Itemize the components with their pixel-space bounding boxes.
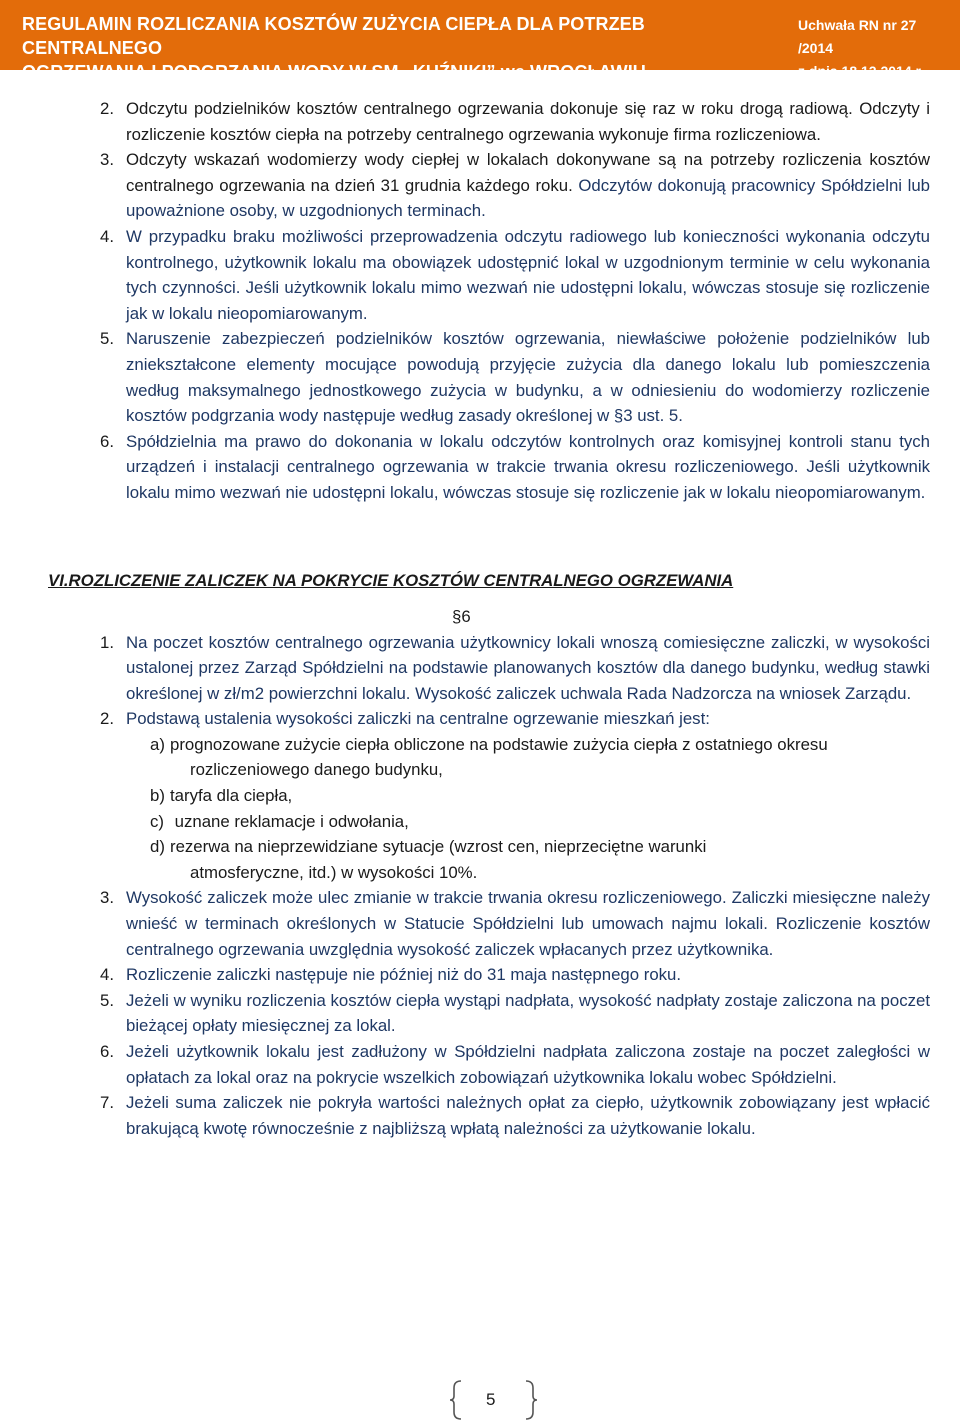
header-title xyxy=(22,12,762,84)
item-text: Podstawą ustalenia wysokości zaliczki na centralne ogrzewanie mieszkań jest: xyxy=(126,709,710,729)
list-item xyxy=(100,1090,930,1141)
item-number: 3. xyxy=(100,150,114,170)
item-number: 2. xyxy=(100,99,114,118)
sub-item-text: taryfa dla ciepła, xyxy=(170,786,293,806)
header-title-line1: REGULAMIN ROZLICZANIA KOSZTÓW ZUŻYCIA CIEPŁA DLA POTRZEB CENTRALNEGO xyxy=(22,14,645,58)
list-item xyxy=(100,988,930,1039)
item-number: 5. xyxy=(100,990,114,1010)
sub-list-item xyxy=(100,809,930,835)
item-number: 3. xyxy=(100,888,114,908)
item-text: Naruszenie zabezpieczeń podzielników kosztów ogrzewania, niewłaściwe położenie podzielników lub zniekształcone elementy mocujące powodują przyjęcie zużycia dla danego lokalu lub pomieszczenia według maksymalnego jednostkowego zużycia w budynku, a w odniesieniu do wodomierzy rozliczenie kosztów podgrzania wody następuje według zasady określonej w §3 ust. 5. xyxy=(126,329,930,426)
item-number: 5. xyxy=(100,329,114,349)
item-text-continued: Odczytów dokonują pracownicy Spółdzielni lub upoważnione osoby, w uzgodnionych terminach. xyxy=(126,175,930,221)
header-title-line2: OGRZEWANIA I PODGRZANIA WODY W SM „KUŹNIKI” we WROCŁAWIU xyxy=(22,62,646,82)
list-item xyxy=(100,429,930,506)
item-number: 7. xyxy=(100,1093,114,1113)
sub-item-text-continued: rozliczeniowego danego budynku, xyxy=(190,760,443,780)
list-item xyxy=(100,147,930,224)
list-item xyxy=(100,962,930,988)
header-resolution xyxy=(798,14,948,83)
item-text: Jeżeli w wyniku rozliczenia kosztów ciepła wystąpi nadpłata, wysokość nadpłaty zostaje zaliczona na poczet bieżącej opłaty miesięcznej za lokal. xyxy=(126,990,930,1036)
sub-item-text: rezerwa na nieprzewidziane sytuacje (wzrost cen, nieprzeciętne warunki xyxy=(170,837,707,857)
sub-list-item xyxy=(100,783,930,809)
sub-item-letter: b) xyxy=(150,786,165,806)
item-number: 6. xyxy=(100,431,114,451)
item-number: 2. xyxy=(100,709,114,729)
sub-item-text: prognozowane zużycie ciepła obliczone na podstawie zużycia ciepła z ostatniego okresu xyxy=(170,734,828,754)
item-text: Jeżeli suma zaliczek nie pokryła wartości należnych opłat za ciepło, użytkownik zobowiązany jest wpłacić brakującą kwotę równocześnie z najbliższą wpłatą należności za użytkowanie lokalu. xyxy=(126,1093,930,1138)
sub-list-item xyxy=(100,834,930,885)
left-brace-icon xyxy=(449,1380,463,1420)
sub-item-letter: d) xyxy=(150,837,165,857)
header-resolution-line1: Uchwała RN nr 27 /2014 xyxy=(798,17,917,56)
item-number: 4. xyxy=(100,226,114,246)
list-item xyxy=(100,1039,930,1090)
item-text: Spółdzielnia ma prawo do dokonania w lokalu odczytów kontrolnych oraz komisyjnej kontroli stanu tych urządzeń i instalacji centralnego ogrzewania w trakcie trwania okresu rozliczeniowego. Jeśli użytkownik lokalu mimo wezwań nie udostępni lokalu, wówczas stosuje się rozliczenie jak w lokalu nieopomiarowanym. xyxy=(126,431,930,502)
sub-item-letter: a) xyxy=(150,734,165,754)
item-text: Odczyty wskazań wodomierzy wody ciepłej w lokalach dokonywane są na potrzeby rozliczenia kosztów centralnego ogrzewania na dzień 31 grudnia każdego roku. xyxy=(126,150,930,195)
item-number: 4. xyxy=(100,965,114,985)
item-text: Wysokość zaliczek może ulec zmianie w trakcie trwania okresu rozliczeniowego. Zaliczki miesięczne należy wnieść w terminach określonych w Statucie Spółdzielni lub umowach najmu lokali. Rozliczenie kosztów centralnego ogrzewania uwzględnia wysokość zaliczek wpłacanych przez użytkownika. xyxy=(126,888,930,959)
item-text: Na poczet kosztów centralnego ogrzewania użytkownicy lokali wnoszą comiesięczne zaliczki, w wysokości ustalonej przez Zarząd Spółdzielni na podstawie planowanych kosztów dla danego budynku, według stawki określonej w zł/m2 powierzchni lokalu. Wysokość zaliczek uchwala Rada Nadzorcza na wniosek Zarządu. xyxy=(126,632,930,703)
right-brace-icon xyxy=(524,1380,538,1420)
sub-list-item xyxy=(100,732,930,783)
list-item xyxy=(100,96,930,147)
item-text: Odczytu podzielników kosztów centralnego ogrzewania dokonuje się raz w roku drogą radiową. Odczyty i rozliczenie kosztów ciepła na potrzeby centralnego ogrzewania wykonuje firma rozliczeniowa. xyxy=(126,99,930,144)
paragraph-mark: §6 xyxy=(452,606,471,626)
list-item xyxy=(100,630,930,707)
list-item xyxy=(100,885,930,962)
page-footer xyxy=(0,1380,960,1420)
item-text: W przypadku braku możliwości przeprowadzenia odczytu radiowego lub konieczności wykonania odczytu kontrolnego, użytkownik lokalu ma obowiązek udostępnić lokal w uzgodnionym terminie w celu wykonania tych czynności. Jeśli użytkownik lokalu mimo wezwań nie udostępni lokalu, wówczas stosuje się rozliczenie jak w lokalu nieopomiarowanym. xyxy=(126,226,930,323)
list-item xyxy=(100,706,930,732)
item-number: 6. xyxy=(100,1042,114,1061)
header-resolution-line2: z dnia 18.12.2014 r. xyxy=(798,63,925,79)
list-item xyxy=(100,224,930,326)
item-number: 1. xyxy=(100,632,114,652)
document-body xyxy=(48,96,930,1141)
page-number: 5 xyxy=(486,1390,496,1409)
page-header xyxy=(0,0,960,82)
sub-item-text: uznane reklamacje i odwołania, xyxy=(170,811,409,831)
list-item xyxy=(100,326,930,428)
item-text: Rozliczenie zaliczki następuje nie później niż do 31 maja następnego roku. xyxy=(126,965,682,985)
sub-item-letter: c) xyxy=(150,811,164,831)
item-text: Jeżeli użytkownik lokalu jest zadłużony w Spółdzielni nadpłata zaliczona zostaje na poczet zaległości w opłatach za lokal oraz na pokrycie wszelkich zobowiązań użytkownika lokalu wobec Spółdzielni. xyxy=(126,1042,930,1087)
sub-item-text-continued: atmosferyczne, itd.) w wysokości 10%. xyxy=(190,862,478,882)
section-heading: VI.ROZLICZENIE ZALICZEK NA POKRYCIE KOSZTÓW CENTRALNEGO OGRZEWANIA xyxy=(48,570,734,590)
